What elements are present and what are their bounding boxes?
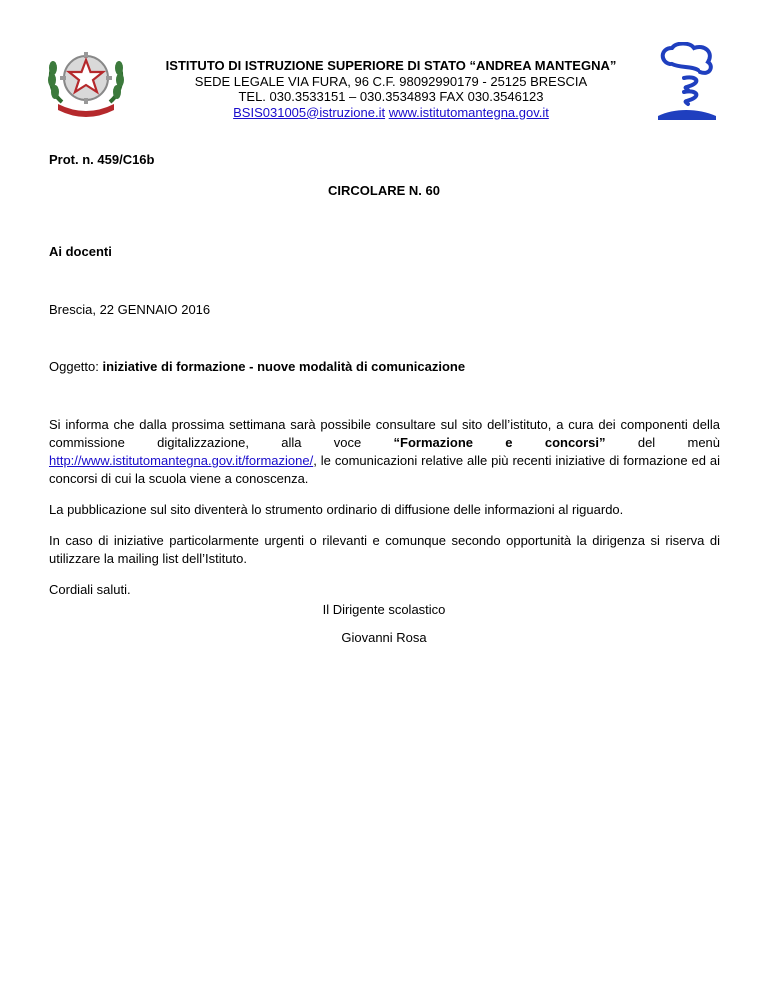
school-phones: TEL. 030.3533151 – 030.3534893 FAX 030.3546123 bbox=[238, 89, 544, 104]
letter-body bbox=[49, 416, 720, 612]
school-logo-icon bbox=[654, 42, 720, 124]
signer-name: Giovanni Rosa bbox=[341, 630, 427, 645]
italian-republic-emblem-icon bbox=[44, 40, 128, 118]
paragraph-2: La pubblicazione sul sito diventerà lo strumento ordinario di diffusione delle informazioni al riguardo. bbox=[49, 502, 624, 517]
paragraph-1-text-a: Si informa che dalla prossima settimana sarà possibile consultare sul sito dell’istituto, a cura dei componenti della commissione digitalizzazione, alla voce bbox=[49, 417, 720, 450]
subject-text: iniziative di formazione - nuove modalità di comunicazione bbox=[102, 359, 466, 374]
subject-label: Oggetto: bbox=[49, 359, 103, 374]
menu-voice-name: “Formazione e concorsi” bbox=[393, 435, 606, 450]
email-link[interactable]: BSIS031005@istruzione.it bbox=[233, 104, 386, 120]
paragraph-1-text-c: , le comunicazioni relative alle più recenti iniziative di formazione ed ai concorsi di cui la scuola viene a conoscenza. bbox=[49, 453, 720, 486]
place-date: Brescia, 22 GENNAIO 2016 bbox=[49, 302, 211, 317]
paragraph-3: In caso di iniziative particolarmente urgenti o rilevanti e comunque secondo opportunità la dirigenza si riserva di utilizzare la mailing list dell’Istituto. bbox=[49, 533, 720, 566]
signature-block bbox=[0, 601, 768, 657]
school-name: ISTITUTO DI ISTRUZIONE SUPERIORE DI STATO “ANDREA MANTEGNA” bbox=[165, 58, 617, 73]
closing-greeting: Cordiali saluti. bbox=[49, 582, 131, 597]
training-page-link[interactable]: http://www.istitutomantegna.gov.it/formazione/ bbox=[49, 453, 314, 468]
recipients: Ai docenti bbox=[49, 244, 112, 259]
circular-title: CIRCOLARE N. 60 bbox=[328, 183, 440, 198]
paragraph-1-text-b: del menù bbox=[605, 435, 721, 450]
school-address: SEDE LEGALE VIA FURA, 96 C.F. 98092990179 - 25125 BRESCIA bbox=[194, 73, 588, 89]
letterhead bbox=[130, 58, 652, 120]
signer-role: Il Dirigente scolastico bbox=[322, 602, 446, 617]
protocol-number: Prot. n. 459/C16b bbox=[49, 152, 155, 167]
subject-line bbox=[49, 359, 465, 374]
website-link[interactable]: www.istitutomantegna.gov.it bbox=[388, 104, 549, 120]
school-contacts bbox=[130, 105, 652, 121]
paragraph-1 bbox=[49, 416, 720, 488]
